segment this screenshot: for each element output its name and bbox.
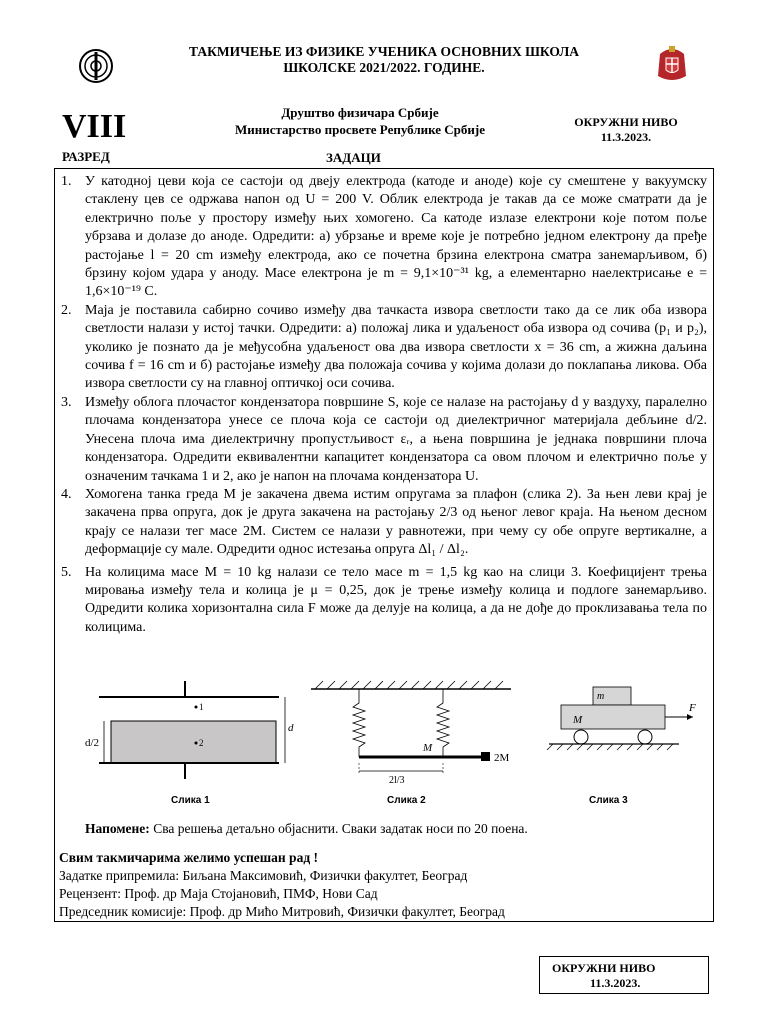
bottom-level-box bbox=[539, 956, 709, 994]
task-number: 4. bbox=[61, 486, 72, 502]
dielectric-slab bbox=[111, 721, 276, 763]
level-info bbox=[556, 115, 696, 145]
society-logo-icon bbox=[78, 48, 114, 84]
title-line-2: ШКОЛСКЕ 2021/2022. ГОДИНЕ. bbox=[283, 60, 485, 75]
tasks-box bbox=[54, 168, 714, 922]
org-line-2: Министарство просвете Републике Србије bbox=[234, 122, 486, 137]
prepared-by: Задатке припремила: Биљана Максимовић, Физички факултет, Београд bbox=[59, 868, 468, 883]
coat-of-arms-icon bbox=[652, 42, 692, 84]
task-number: 1. bbox=[61, 174, 72, 189]
figure-1-caption: Слика 1 bbox=[171, 795, 210, 806]
task-1 bbox=[55, 173, 713, 302]
spring-2 bbox=[437, 689, 449, 757]
footer-credits bbox=[59, 849, 505, 921]
commission-chair: Председник комисије: Проф. др Мићо Митровић, Физички факултет, Београд bbox=[59, 904, 505, 919]
point-2-label: 2 bbox=[199, 738, 204, 748]
ceiling-hatch bbox=[315, 681, 503, 689]
point-2 bbox=[195, 742, 198, 745]
spring-1 bbox=[353, 689, 365, 757]
wish-text: Свим такмичарима желимо успешан рад ! bbox=[59, 850, 319, 865]
task-2 bbox=[55, 302, 713, 394]
task-text: Између облога плочастог кондензатора површине S, које се налазе на растојању d у ваздуху, паралелно плочама кондензатора унесе се плоча која се састоји од диелектричног материјала дебљине d/2. Унесена плоча има диелектричну пропустљивост εᵣ, а њена површина је једнака површини плоча кондензатора. Одредити еквивалентни капацитет кондензатора са овом плочом и електрично поље у означеним тачкама 1 и 2, ако је напон на плочама кондензатора U. bbox=[85, 394, 707, 484]
notes-label: Напомене: bbox=[85, 821, 150, 836]
level-date: 11.3.2023. bbox=[600, 130, 652, 144]
organizers bbox=[170, 104, 550, 138]
block-label: m bbox=[597, 691, 605, 702]
grade: VIII bbox=[62, 108, 127, 145]
task-number: 3. bbox=[61, 394, 72, 410]
task-5 bbox=[55, 564, 713, 638]
title-line-1: ТАКМИЧЕЊЕ ИЗ ФИЗИКЕ УЧЕНИКА ОСНОВНИХ ШКОЛА bbox=[188, 44, 580, 59]
society-logo bbox=[78, 48, 114, 89]
wheel-left bbox=[574, 730, 588, 744]
level-label: ОКРУЖНИ НИВО bbox=[574, 115, 678, 129]
figure-2-caption: Слика 2 bbox=[387, 795, 426, 806]
point-1-label: 1 bbox=[199, 702, 204, 712]
org-line-1: Друштво физичара Србије bbox=[281, 105, 439, 120]
notes bbox=[85, 821, 528, 837]
d-label: d bbox=[288, 722, 294, 734]
task-text: У катодној цеви која се састоји од двеју електрода (катоде и аноде) које су смештене у вакуумску стаклену цев се одржава напон од U = 200 V. Облик електрода је такав да се може сматрати да је електрично поље у простору између њих хомогено. Са катоде излазе електрони које потом поље убрзава и долазе до аноде. Одредити: а) убрзање и време које је потребно једном електрону да пређе растојање l = 20 cm између електрода, ако се почетна брзина електрона сматра занемарљивом, б) брзину којом удара у аноду. Масе електрона је m = 9,1×10⁻³¹ kg, а елементарно наелектрисање e = 1,6×10⁻¹⁹ C. bbox=[85, 174, 707, 300]
reviewer: Рецензент: Проф. др Маја Стојановић, ПМФ, Нови Сад bbox=[59, 886, 378, 901]
task-text: Хомогена танка греда M је закачена двема истим опругама за плафон (слика 2). За њен леви крај је закачена прва опруга, док је друга закачена на растојању 2/3 од њеног левог краја. На њеном десном крају се налази тег масе 2M. Систем се налази у равнотежи, при чему су обе опруге вертикалне, а деформације су мале. Одредити однос истезања опруга Δl₁ / Δl₂. bbox=[85, 486, 707, 558]
figure-1-capacitor bbox=[85, 681, 299, 811]
figure-2-beam-springs bbox=[311, 679, 511, 811]
section-title: ЗАДАЦИ bbox=[326, 150, 381, 165]
weight-2M bbox=[481, 752, 490, 761]
task-number: 5. bbox=[61, 564, 72, 580]
figure-3-cart bbox=[543, 681, 703, 811]
distance-label: 2l/3 bbox=[389, 775, 405, 786]
ground-hatch bbox=[547, 744, 673, 750]
task-number: 2. bbox=[61, 302, 72, 318]
task-text: На колицима масе M = 10 kg налази се тело масе m = 1,5 kg као на слици 3. Коефицијент трења мировања између тела и колица је μ = 0,25, док је трење између колица и подлоге занемарљиво. Одредити колика хоризонтална сила F може да делује на колица, а да не дође до проклизавања тела по колицима. bbox=[85, 564, 707, 635]
bottom-level: ОКРУЖНИ НИВО bbox=[552, 961, 656, 975]
grade-label: РАЗРЕД bbox=[62, 149, 110, 164]
notes-text: Сва решења детаљно објаснити. Сваки задатак носи по 20 поена. bbox=[153, 821, 528, 836]
figure-3-caption: Слика 3 bbox=[589, 795, 628, 806]
competition-title bbox=[150, 44, 618, 76]
figures-row bbox=[55, 669, 713, 809]
task-text: Маја је поставила сабирно сочиво између два тачкаста извора светлости тако да се лик оба извора светлости налази у истој тачки. Одредити: а) положај лика и удаљеност оба извора од сочива (p₁ и p₂), уколико је познато да је међусобна удаљеност ова два извора светлости x = 36 cm, а жижна даљина сочива f = 16 cm и б) растојање између два положаја сочива у којима долази до поклапања ликова. Оба извора светлости су на главној оптичкој оси сочива. bbox=[85, 302, 707, 392]
task-3 bbox=[55, 394, 713, 486]
serbia-coat-of-arms bbox=[652, 42, 692, 89]
weight-label: 2M bbox=[494, 752, 510, 764]
bottom-date: 11.3.2023. bbox=[590, 976, 641, 990]
wheel-right bbox=[638, 730, 652, 744]
beam-mass-label: M bbox=[423, 742, 433, 754]
point-1 bbox=[195, 706, 198, 709]
task-4 bbox=[55, 486, 713, 560]
d2-label: d/2 bbox=[85, 737, 100, 749]
cart-label: M bbox=[573, 714, 583, 726]
task-list bbox=[55, 173, 713, 637]
force-arrowhead bbox=[687, 714, 693, 720]
force-label: F bbox=[689, 702, 696, 714]
